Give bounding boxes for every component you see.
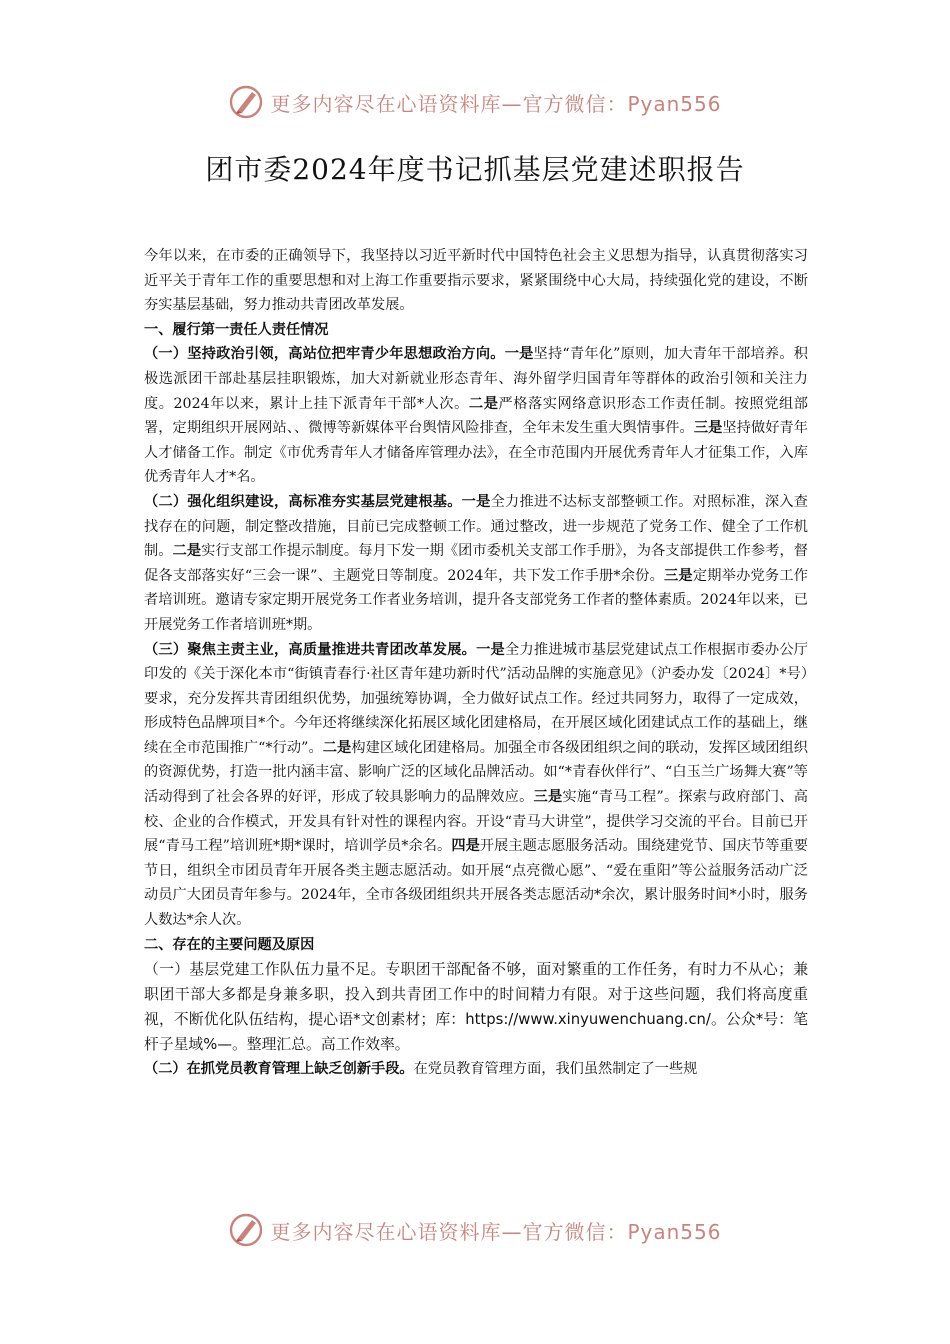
problem-paragraph-1: （一）基层党建工作队伍力量不足。专职团干部配备不够，面对繁重的工作任务，有时力不从心；兼职团干部大多都是身兼多职，投入到共青团工作中的时间精力有限。对于这些问题，我们将高度重视，不断优化队伍结构，提心语*文创素材；库：https://www.xinyuwenchuang.cn/。公众*号：笔杆子星域%—。整理汇总。高工作效率。 <box>144 961 808 1054</box>
intro-paragraph: 今年以来，在市委的正确领导下，我坚持以习近平新时代中国特色社会主义思想为指导，认真贯彻落实习近平关于青年工作的重要思想和对上海工作重要指示要求，紧紧围绕中心大局，持续强化党的建设，不断夯实基层基础，努力推动共青团改革发展。 <box>144 248 808 314</box>
subsection-1: （一）坚持政治引领，高站位把牢青少年思想政治方向。一是坚持“青年化”原则，加大青年干部培养。积极选派团干部赴基层挂职锻炼，加大对新就业形态青年、海外留学归国青年等群体的政治引领和关注力度。2024年以来，累计上挂下派青年干部*人次。二是严格落实网络意识形态工作责任制。按照党组部署，定期组织开展网站、、微博等新媒体平台舆情风险排查，全年未发生重大舆情事件。三是坚持做好青年人才储备工作。制定《市优秀青年人才储备库管理办法》，在全市范围内开展优秀青年人才征集工作，入库优秀青年人才*名。 <box>144 346 808 486</box>
subsection-3: （三）聚焦主责主业，高质量推进共青团改革发展。一是全力推进城市基层党建试点工作根据市委办公厅印发的《关于深化本市“街镇青春行·社区青年建功新时代”活动品牌的实施意见》（沪委办发〔2024〕*号）要求，充分发挥共青团组织优势，加强统筹协调，全力做好试点工作。经过共同努力，取得了一定成效，形成特色品牌项目*个。今年还将继续深化拓展区域化团建格局，在开展区域化团建试点工作的基础上，继续在全市范围推广“*行动”。二是构建区域化团建格局。加强全市各级团组织之间的联动，发挥区域团组织的资源优势，打造一批内涵丰富、影响广泛的区域化品牌活动。如“*青春伙伴行”、“白玉兰广场舞大赛”等活动得到了社会各界的好评，形成了较具影响力的品牌效应。三是实施“青马工程”。探索与政府部门、高校、企业的合作模式，开发具有针对性的课程内容。开设“青马大讲堂”，提供学习交流的平台。目前已开展“青马工程”培训班*期*课时，培训学员*余名。四是开展主题志愿服务活动。围绕建党节、国庆节等重要节日，组织全市团员青年开展各类主题志愿活动。如开展“点亮微心愿”、“爱在重阳”等公益服务活动广泛动员广大团员青年参与。2024年，全市各级团组织共开展各类志愿活动*余次，累计服务时间*小时，服务人数达*余人次。 <box>144 641 808 929</box>
pen-logo-icon <box>228 84 264 120</box>
footer-watermark-banner <box>0 1208 950 1252</box>
banner-text: 更多内容尽在心语资料库—官方微信：Pyan556 <box>270 1219 722 1244</box>
banner-text: 更多内容尽在心语资料库—官方微信：Pyan556 <box>270 91 722 116</box>
subsection-2: （二）强化组织建设，高标准夯实基层党建根基。一是全力推进不达标支部整顿工作。对照标准，深入查找存在的问题，制定整改措施，目前已完成整顿工作。通过整改，进一步规范了党务工作、健全了工作机制。二是实行支部工作提示制度。每月下发一期《团市委机关支部工作手册》，为各支部提供工作参考，督促各支部落实好“三会一课”、主题党日等制度。2024年，共下发工作手册*余份。三是定期举办党务工作者培训班。邀请专家定期开展党务工作者业务培训，提升各支部党务工作者的整体素质。2024年以来，已开展党务工作者培训班*期。 <box>144 493 808 633</box>
subsection-heading: （二）强化组织建设，高标准夯实基层党建根基。 <box>144 493 462 510</box>
document-title: 团市委2024年度书记抓基层党建述职报告 <box>205 153 745 186</box>
subsection-heading: （一）坚持政治引领，高站位把牢青少年思想政治方向。 <box>144 346 505 363</box>
pen-logo-icon <box>228 1212 264 1248</box>
subsection-heading: （三）聚焦主责主业，高质量推进共青团改革发展。 <box>144 641 477 658</box>
header-watermark-banner <box>0 80 950 124</box>
section-heading-1: 一、履行第一责任人责任情况 <box>144 321 329 338</box>
problem-paragraph-2: （二）在抓党员教育管理上缺乏创新手段。在党员教育管理方面，我们虽然制定了一些规 <box>144 1061 698 1078</box>
document-body <box>144 244 808 1082</box>
section-heading-2: 二、存在的主要问题及原因 <box>144 936 315 953</box>
